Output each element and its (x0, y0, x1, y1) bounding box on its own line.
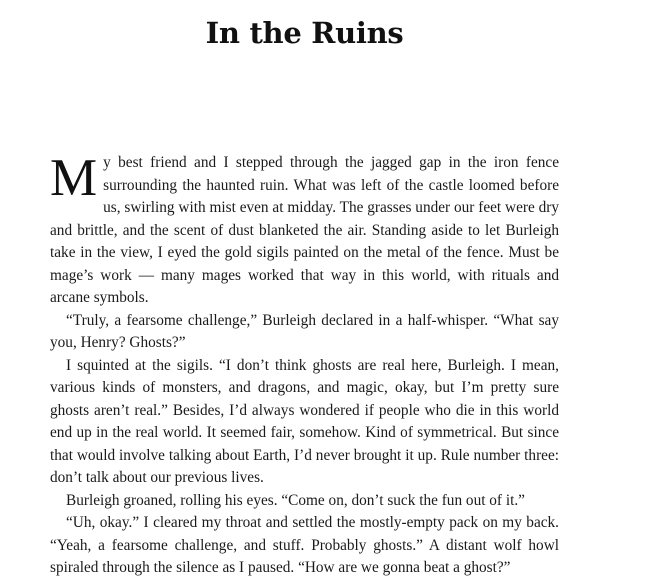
drop-cap: M (50, 149, 98, 207)
paragraph: “Uh, okay.” I cleared my throat and settled the mostly-empty pack on my back. “Yeah, a fearsome challenge, and stuff. Probably ghosts.” A distant wolf howl spiraled through the silence as I paused. “How are we gonna beat a ghost?” (50, 514, 559, 576)
paragraph: Burleigh groaned, rolling his eyes. “Come on, don’t suck the fun out of it.” (66, 491, 525, 509)
opening-paragraph-text: y best friend and I stepped through the jagged gap in the iron fence surrounding the haunted ruin. What was left of the castle loomed before us, swirling with mist even at midday. The grasses under our feet were dry and brittle, and the scent of dust blanketed the air. Standing aside to let Burleigh take in the view, I eyed the gold sigils painted on the metal of the fence. Must be mage’s work — many mages worked that way in this world, with rituals and arcane symbols. (50, 154, 559, 306)
chapter-title: In the Ruins (205, 16, 404, 50)
paragraph: “Truly, a fearsome challenge,” Burleigh declared in a half-whisper. “What say you, Henry? Ghosts?” (50, 311, 559, 351)
paragraph: I squinted at the sigils. “I don’t think ghosts are real here, Burleigh. I mean, various kinds of monsters, and dragons, and magic, okay, but I’m pretty sure ghosts aren’t real.” Besides, I’d always wondered if people who die in this world end up in the real world. It seemed fair, somehow. Kind of symmetrical. But since that would involve talking about Earth, I’d never brought it up. Rule number three: don’t talk about our previous lives. (50, 356, 559, 486)
opening-paragraph (50, 149, 559, 310)
chapter-body (50, 149, 559, 580)
